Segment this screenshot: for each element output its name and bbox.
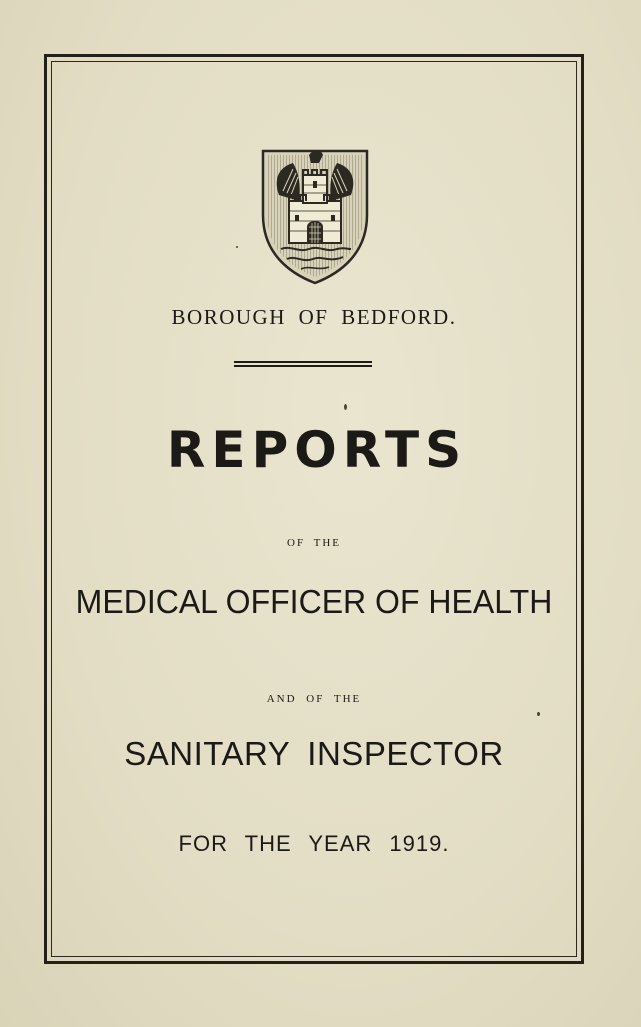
- connector-and-of-the: AND OF THE: [266, 693, 362, 705]
- paper-speck: [344, 404, 347, 410]
- document-title: REPORTS: [166, 421, 468, 479]
- borough-name: BOROUGH OF BEDFORD.: [171, 305, 457, 329]
- paper-speck: [236, 246, 238, 248]
- coat-of-arms-icon: [259, 145, 371, 285]
- connector-of-the: OF THE: [287, 537, 341, 549]
- decorative-double-rule: [234, 361, 372, 367]
- office-sanitary-inspector: SANITARY INSPECTOR: [124, 735, 504, 772]
- report-year: FOR THE YEAR 1919.: [178, 831, 450, 856]
- title-page-content: [51, 61, 577, 957]
- office-medical-officer: MEDICAL OFFICER OF HEALTH: [75, 583, 553, 620]
- paper-speck: [537, 712, 540, 716]
